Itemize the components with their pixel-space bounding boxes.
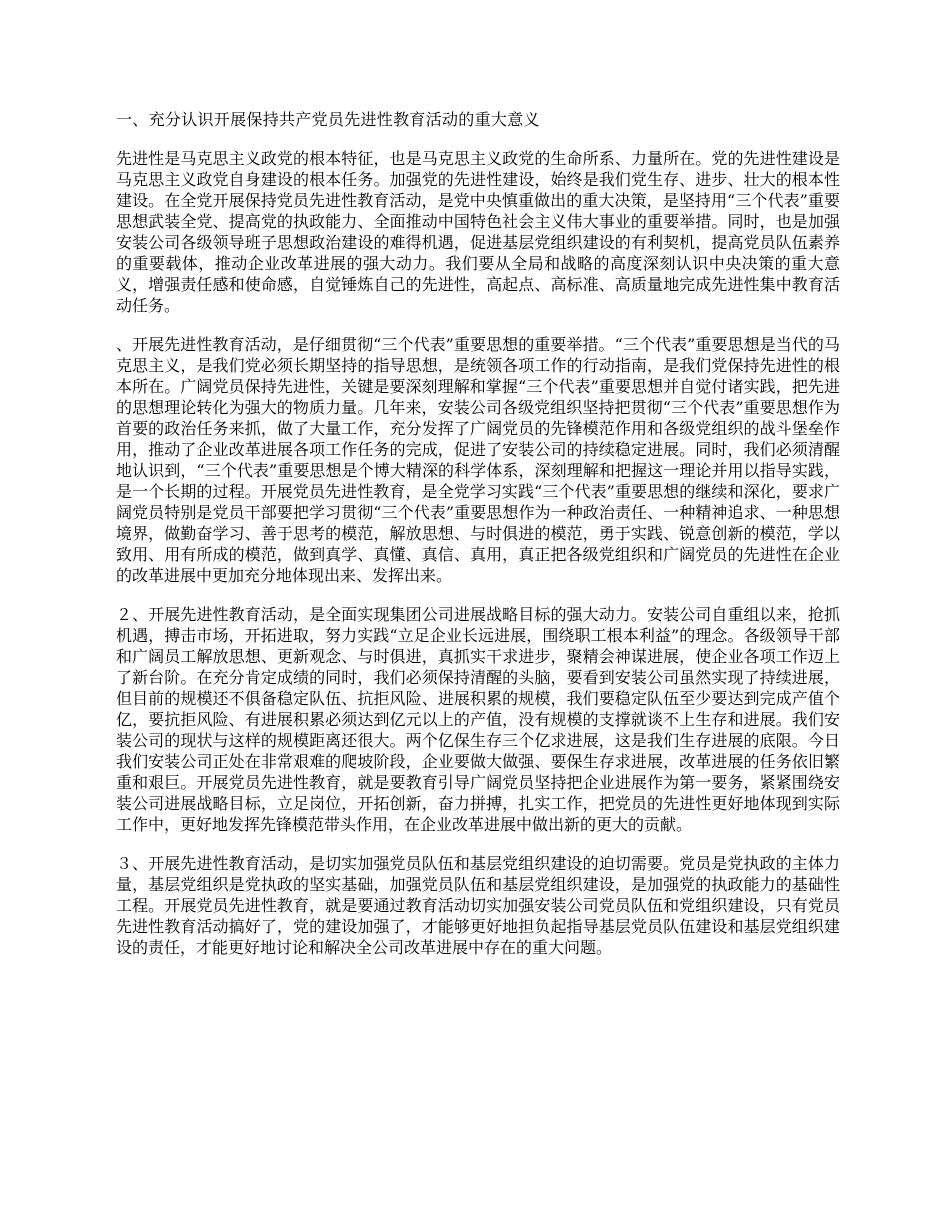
document-page	[116, 0, 840, 958]
paragraph-significance: 先进性是马克思主义政党的根本特征，也是马克思主义政党的生命所系、力量所在。党的先进性建设是马克思主义政党自身建设的根本任务。加强党的先进性建设，始终是我们党生存、进步、壮大的根本性建设。在全党开展保持党员先进性教育活动，是党中央慎重做出的重大决策，是坚持用“三个代表”重要思想武装全党、提高党的执政能力、全面推动中国特色社会主义伟大事业的重要举措。同时，也是加强安装公司各级领导班子思想政治建设的难得机遇，促进基层党组织建设的有利契机，提高党员队伍素养的重要载体，推动企业改革进展的强大动力。我们要从全局和战略的高度深刻认识中央决策的重大意义，增强责任感和使命感，自觉锤炼自己的先进性，高起点、高标准、高质量地完成先进性集中教育活动任务。	[116, 149, 840, 315]
paragraph-point-1: 、开展先进性教育活动，是仔细贯彻“三个代表”重要思想的重要举措。“三个代表”重要思想是当代的马克思主义，是我们党必须长期坚持的指导思想，是统领各项工作的行动指南，是我们党保持先进性的根本所在。广阔党员保持先进性，关键是要深刻理解和掌握“三个代表”重要思想并自觉付诸实践，把先进的思想理论转化为强大的物质力量。几年来，安装公司各级党组织坚持把贯彻“三个代表”重要思想作为首要的政治任务来抓，做了大量工作，充分发挥了广阔党员的先锋模范作用和各级党组织的战斗堡垒作用，推动了企业改革进展各项工作任务的完成，促进了安装公司的持续稳定进展。同时，我们必须清醒地认识到，“三个代表”重要思想是个博大精深的科学体系，深刻理解和把握这一理论并用以指导实践，是一个长期的过程。开展党员先进性教育，是全党学习实践“三个代表”重要思想的继续和深化，要求广阔党员特别是党员干部要把学习贯彻“三个代表”重要思想作为一种政治责任、一种精神追求、一种思想境界，做勤奋学习、善于思考的模范，解放思想、与时俱进的模范，勇于实践、锐意创新的模范，学以致用、用有所成的模范，做到真学、真懂、真信、真用，真正把各级党组织和广阔党员的先进性在企业的改革进展中更加充分地体现出来、发挥出来。	[116, 335, 840, 585]
section-heading: 一、充分认识开展保持共产党员先进性教育活动的重大意义	[116, 110, 540, 129]
paragraph-point-3: ３、开展先进性教育活动，是切实加强党员队伍和基层党组织建设的迫切需要。党员是党执政的主体力量，基层党组织是党执政的坚实基础，加强党员队伍和基层党组织建设，是加强党的执政能力的基础性工程。开展党员先进性教育，就是要通过教育活动切实加强安装公司党员队伍和党组织建设，只有党员先进性教育活动搞好了，党的建设加强了，才能够更好地担负起指导基层党员队伍建设和基层党组织建设的责任，才能更好地讨论和解决全公司改革进展中存在的重大问题。	[116, 854, 840, 957]
paragraph-point-2: ２、开展先进性教育活动，是全面实现集团公司进展战略目标的强大动力。安装公司自重组以来，抢抓机遇，搏击市场，开拓进取，努力实践“立足企业长远进展，围绕职工根本利益”的理念。各级领导干部和广阔员工解放思想、更新观念、与时俱进，真抓实干求进步，聚精会神谋进展，使企业各项工作迈上了新台阶。在充分肯定成绩的同时，我们必须保持清醒的头脑，要看到安装公司虽然实现了持续进展，但目前的规模还不俱备稳定队伍、抗拒风险、进展积累的规模，我们要稳定队伍至少要达到完成产值个亿，要抗拒风险、有进展积累必须达到亿元以上的产值，没有规模的支撑就谈不上生存和进展。我们安装公司的现状与这样的规模距离还很大。两个亿保生存三个亿求进展，这是我们生存进展的底限。今日我们安装公司正处在非常艰难的爬坡阶段，企业要做大做强、要保生存求进展，改革进展的任务依旧繁重和艰巨。开展党员先进性教育，就是要教育引导广阔党员坚持把企业进展作为第一要务，紧紧围绕安装公司进展战略目标，立足岗位，开拓创新，奋力拼搏，扎实工作，把党员的先进性更好地体现到实际工作中，更好地发挥先锋模范带头作用，在企业改革进展中做出新的更大的贡献。	[116, 605, 840, 834]
